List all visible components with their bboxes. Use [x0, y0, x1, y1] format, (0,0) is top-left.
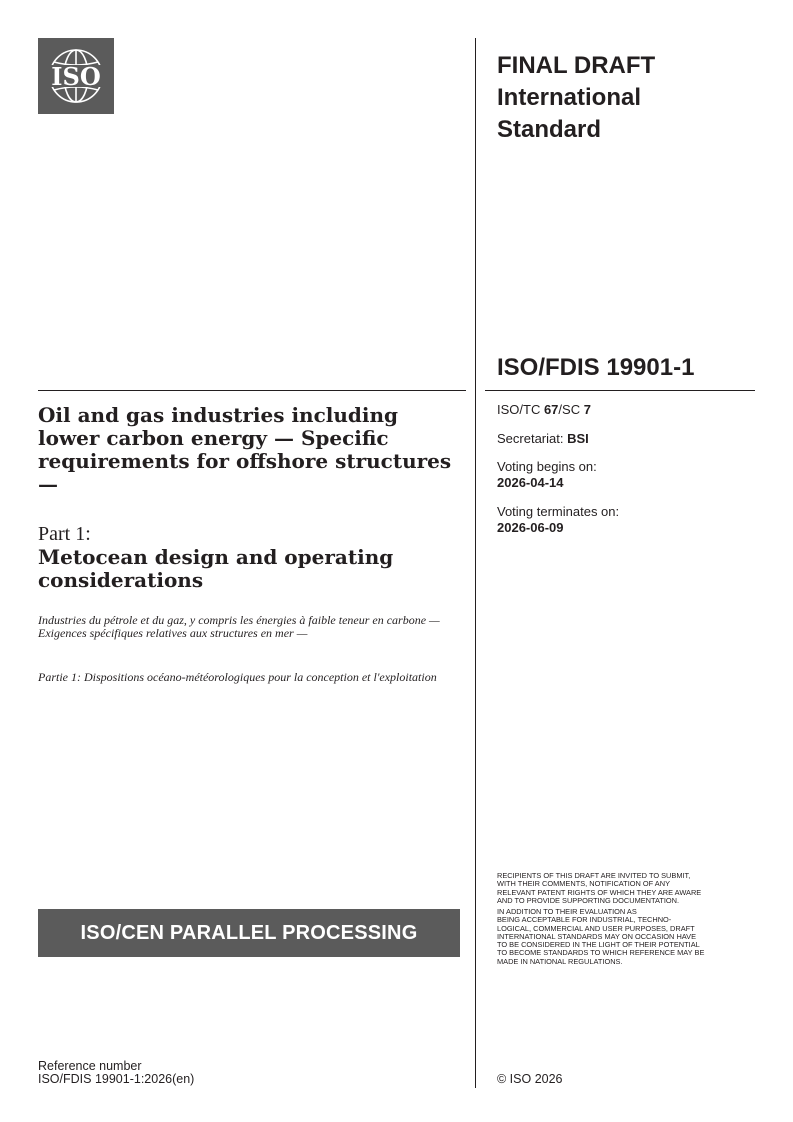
reference-number-label: Reference number	[38, 1059, 142, 1073]
evaluation-notice: IN ADDITION TO THEIR EVALUATION AS BEING ACCEPTABLE FOR INDUSTRIAL, TECHNO- LOGICAL, COMMERCIAL AND USER PURPOSES, DRAFT INTERNATIONAL STANDARDS MAY ON OCCASION HAVE TO BE CONSIDERED IN THE LIGHT OF THEIR POTENTIAL TO BECOME STANDARDS TO WHICH REFERENCE MAY BE MADE IN NATIONAL REGULATIONS.	[497, 907, 705, 966]
voting-begins-date: 2026-04-14	[497, 475, 564, 490]
committee-sc: 7	[583, 402, 591, 417]
secretariat-value: BSI	[567, 431, 589, 446]
voting-terminates-date: 2026-06-09	[497, 520, 564, 535]
stage-line-3: Standard	[497, 115, 602, 143]
stage-line-1: FINAL DRAFT	[497, 52, 656, 79]
voting-begins	[497, 459, 597, 491]
committee-tc: 67	[543, 402, 559, 417]
vertical-divider	[475, 38, 476, 1088]
committee-prefix: ISO/TC	[497, 402, 544, 417]
reference-number: ISO/FDIS 19901-1:2026(en)	[38, 1072, 195, 1086]
voting-terminates	[497, 504, 619, 536]
voting-begins-label: Voting begins on:	[497, 459, 597, 474]
committee-info	[497, 402, 591, 418]
globe-icon	[38, 38, 114, 114]
document-number: ISO/FDIS 19901-1	[497, 354, 695, 381]
copyright: © ISO 2026	[497, 1072, 563, 1086]
committee-sep: /SC	[558, 402, 584, 417]
secretariat-label: Secretariat:	[497, 431, 568, 446]
horizontal-divider-left	[38, 390, 466, 391]
part-title: Metocean design and operating considerations	[38, 545, 394, 592]
stage-line-2: International	[497, 83, 642, 111]
iso-logo	[38, 38, 114, 114]
french-main-title: Industries du pétrole et du gaz, y compris les énergies à faible teneur en carbone — Exigences spécifiques relatives aux structures en mer —	[38, 613, 440, 640]
logo-text: ISO	[51, 62, 101, 91]
french-part-title: Partie 1: Dispositions océano-météorologiques pour la conception et l'exploitation	[38, 670, 437, 684]
patent-notice: RECIPIENTS OF THIS DRAFT ARE INVITED TO SUBMIT, WITH THEIR COMMENTS, NOTIFICATION OF ANY RELEVANT PATENT RIGHTS OF WHICH THEY ARE AWARE AND TO PROVIDE SUPPORTING DOCUMENTATION.	[497, 871, 702, 905]
part-label: Part 1:	[38, 523, 91, 545]
document-stage-title	[497, 50, 757, 146]
parallel-processing-banner: ISO/CEN PARALLEL PROCESSING	[38, 909, 460, 957]
secretariat-info	[497, 431, 589, 447]
horizontal-divider-right	[485, 390, 755, 391]
voting-terminates-label: Voting terminates on:	[497, 504, 620, 519]
document-main-title: Oil and gas industries including lower carbon energy — Specific requirements for offshore structures —	[38, 403, 452, 496]
